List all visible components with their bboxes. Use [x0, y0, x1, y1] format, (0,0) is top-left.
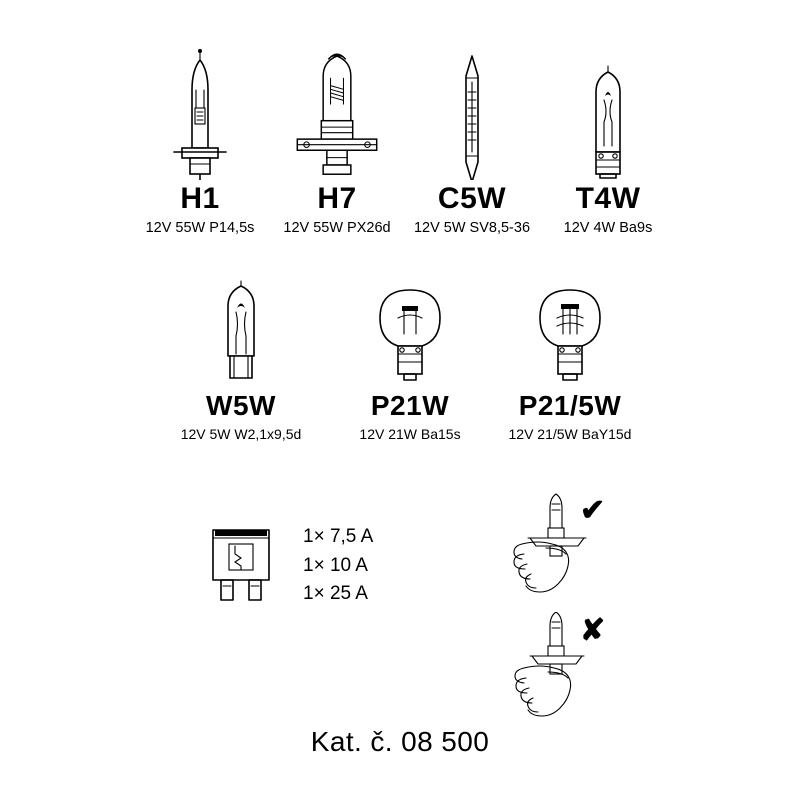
- bulb-entry-h7: [277, 30, 397, 236]
- bulb-entry-w5w: [176, 278, 306, 442]
- fuse-block: [195, 520, 373, 612]
- bulb-spec: 12V 5W SV8,5-36: [413, 220, 531, 236]
- catalog-number: Kat. č. 08 500: [310, 726, 490, 757]
- fuse-list-item: 1× 7,5 A: [303, 525, 374, 547]
- bulb-h1-icon: [140, 30, 260, 180]
- bulb-entry-c5w: [412, 30, 532, 236]
- bulb-name: C5W: [437, 182, 507, 215]
- bulb-p21w-icon: [340, 278, 480, 388]
- fuse-list-item: 1× 25 A: [303, 583, 368, 605]
- bulb-name: H7: [317, 182, 357, 215]
- bulb-entry-p21-5w: [495, 278, 645, 442]
- bulb-name: H1: [180, 182, 220, 215]
- blade-fuse-icon: [195, 520, 287, 612]
- handling-hint-correct: [500, 492, 660, 612]
- fuse-list: [303, 523, 373, 610]
- bulb-spec: 12V 21W Ba15s: [359, 426, 461, 442]
- handling-hint-incorrect: [500, 612, 660, 732]
- bulb-spec: 12V 55W PX26d: [283, 220, 391, 236]
- bulb-t4w-icon: [548, 30, 668, 180]
- bulb-spec: 12V 21/5W BaY15d: [508, 426, 632, 442]
- bulb-c5w-festoon-icon: [412, 30, 532, 180]
- bulb-w5w-wedge-icon: [176, 278, 306, 388]
- fuse-list-item: 1× 10 A: [303, 554, 368, 576]
- bulb-entry-h1: [140, 30, 260, 236]
- bulb-name: P21W: [370, 390, 450, 421]
- cross-mark: ✘: [580, 614, 606, 647]
- bulb-entry-t4w: [548, 30, 668, 236]
- bulb-name: W5W: [206, 390, 276, 421]
- check-mark: ✔: [580, 494, 606, 527]
- bulb-spec: 12V 4W Ba9s: [563, 220, 653, 236]
- bulb-name: T4W: [575, 182, 641, 215]
- bulb-spec: 12V 55W P14,5s: [145, 220, 255, 236]
- bulb-entry-p21w: [340, 278, 480, 442]
- bulb-p21-5w-icon: [495, 278, 645, 388]
- bulb-name: P21/5W: [518, 390, 622, 421]
- bulb-spec: 12V 5W W2,1x9,5d: [180, 426, 302, 442]
- bulb-h7-icon: [277, 30, 397, 180]
